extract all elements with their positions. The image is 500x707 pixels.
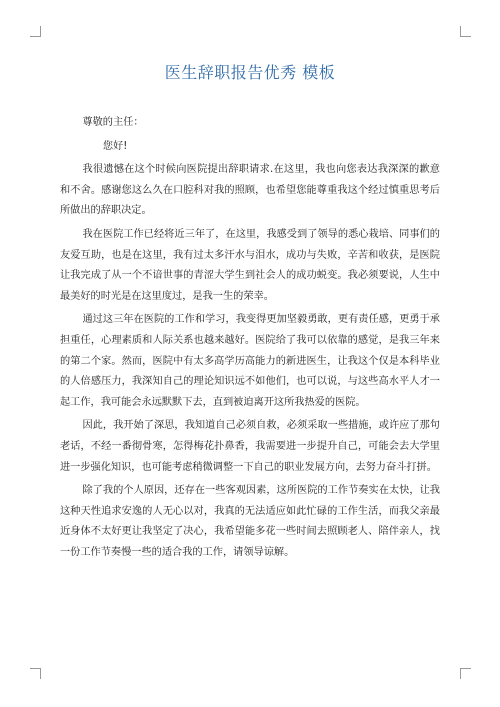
paragraph-5: 除了我的个人原因，还存在一些客观因素，这所医院的工作节奏实在太快，让我这种天性追求安逸的人无心以对，我真的无法适应如此忙碌的工作生活，而我父亲最近身体不太好更让我坚定了决心，我希望能多花一些时间去照顾老人、陪伴亲人，找一份工作节奏慢一些的适合我的工作，请领导谅解。 xyxy=(60,485,440,558)
paragraph-3: 通过这三年在医院的工作和学习，我变得更加坚毅勇敢，更有责任感，更勇于承担重任，心理素质和人际关系也越来越好。医院给了我可以依靠的感觉，是我三年来的第二个家。然而，医院中有太多高学历高能力的新进医生，让我这个仅是本科毕业的人倍感压力，我深知自己的理论知识远不如他们，也可以说，与这些高水平人才一起工作，我可能会永远默默下去，直到被迫离开这所我热爱的医院。 xyxy=(60,314,440,408)
page-corner-mark-bottom-left xyxy=(30,668,41,679)
document-body xyxy=(60,113,440,566)
salutation: 尊敬的主任： xyxy=(82,117,144,128)
greeting: 您好! xyxy=(102,140,128,152)
page-corner-mark-top-left xyxy=(30,26,41,37)
paragraph-1: 我很遗憾在这个时候向医院提出辞职请求.在这里，我也向您表达我深深的歉意和不舍。感谢您这么久在口腔科对我的照顾，也希望您能尊重我这个经过慎重思考后所做出的辞职决定。 xyxy=(60,164,440,217)
document-title: 医生辞职报告优秀 模板 xyxy=(164,63,336,82)
paragraph-2: 我在医院工作已经将近三年了，在这里，我感受到了领导的悉心栽培、同事们的友爱互助，也是在这里，我有过太多汗水与泪水，成功与失败，辛苦和收获，是医院让我完成了从一个不谙世事的青涩大学生到社会人的成功蜕变。我必须要说，人生中最美好的时光是在这里度过，是我一生的荣幸。 xyxy=(60,228,440,302)
page-corner-mark-bottom-right xyxy=(460,668,471,679)
page-corner-mark-top-right xyxy=(460,26,471,37)
paragraph-4: 因此，我开始了深思，我知道自己必须自救，必须采取一些措施，或许应了那句老话，不经一番彻骨寒，怎得梅花扑鼻香，我需要进一步提升自己，可能会去大学里进一步强化知识，也可能考虑稍微调整一下自己的职业发展方向，去努力奋斗打拼。 xyxy=(60,420,440,473)
